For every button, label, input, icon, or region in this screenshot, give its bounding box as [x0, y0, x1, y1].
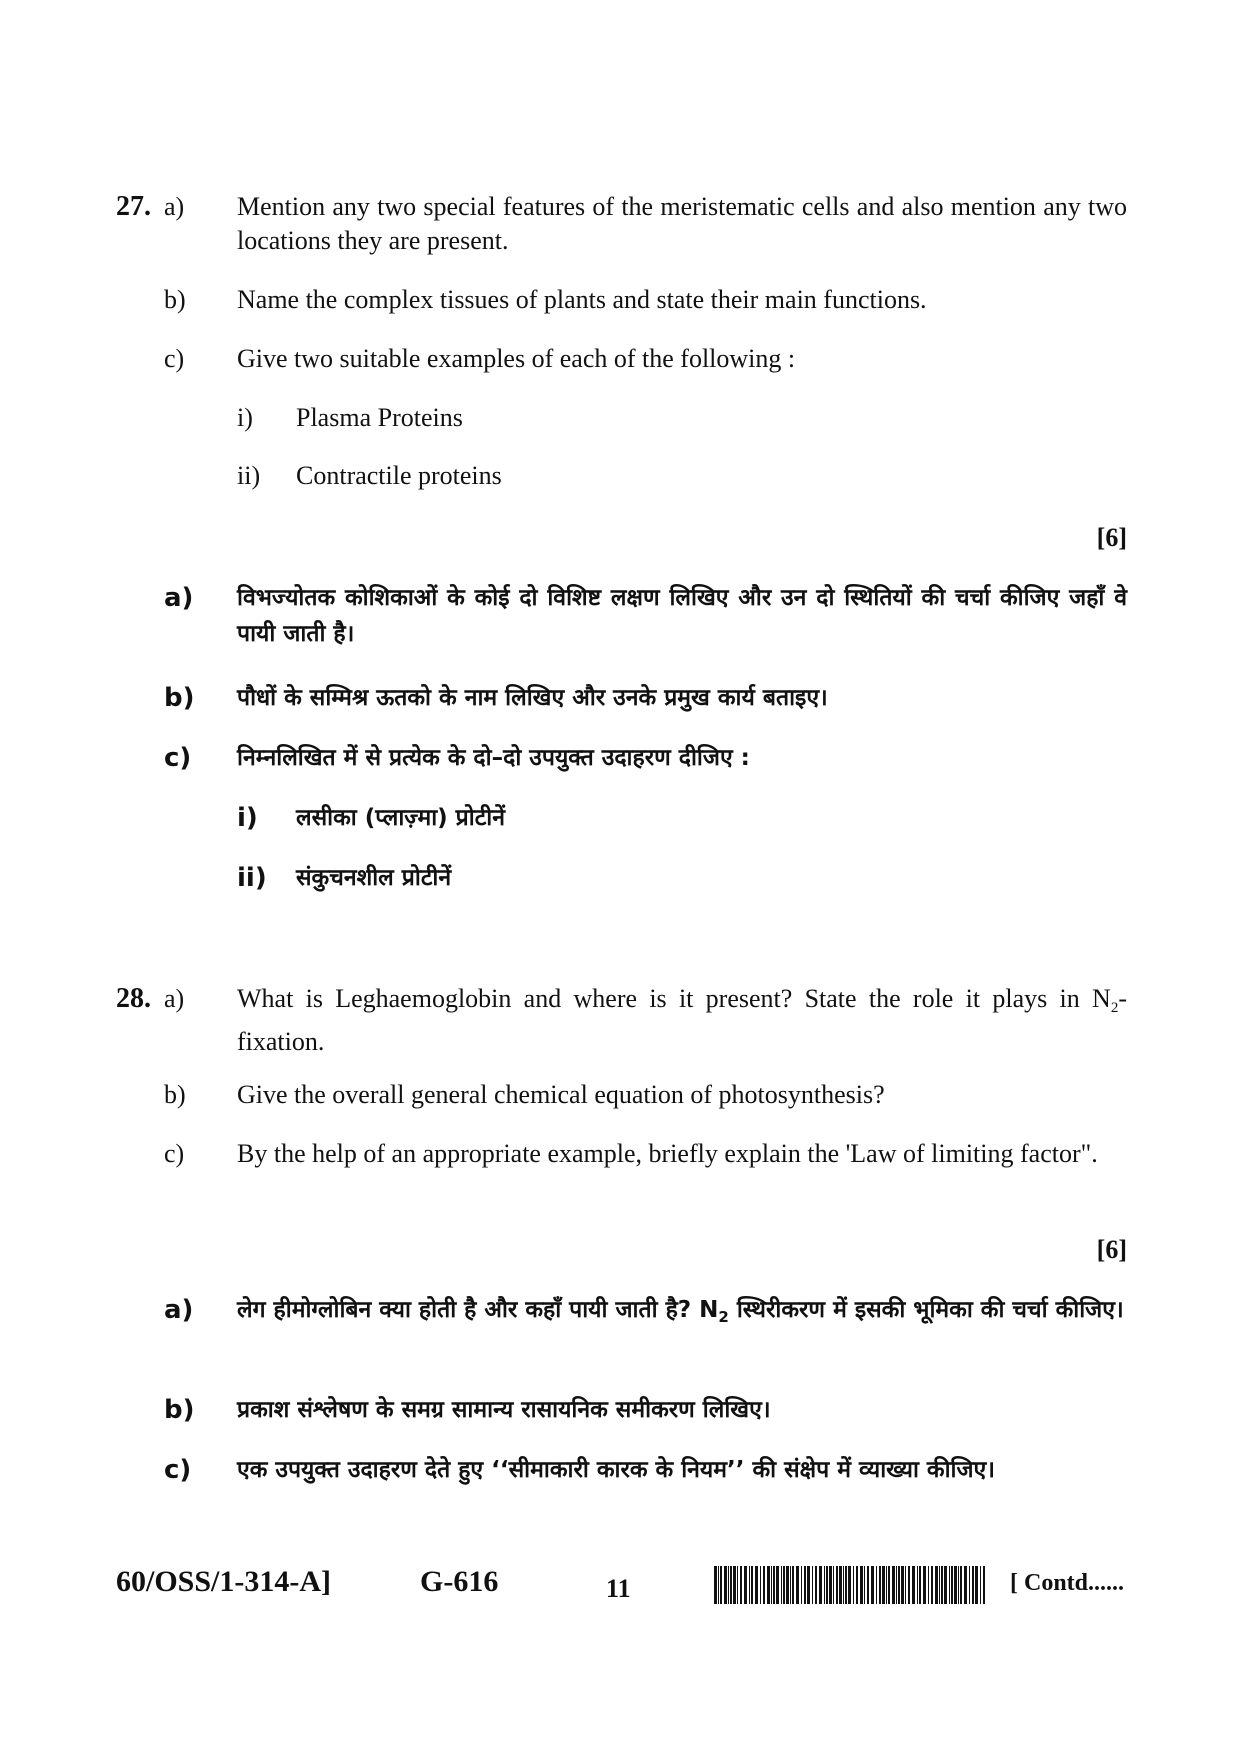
- question-number: 28.: [116, 983, 151, 1014]
- question-text-hindi: एक उपयुक्त उदाहरण देते हुए ‘‘सीमाकारी कारक के नियम’’ की संक्षेप में व्याख्या कीजिए।: [237, 1457, 995, 1483]
- paper-set: G-616: [420, 1565, 499, 1598]
- page-number: 11: [606, 1574, 631, 1603]
- subpart-text: Contractile proteins: [296, 461, 502, 490]
- question-text-hindi: पौधों के सम्मिश्र ऊतको के नाम लिखिए और उनके प्रमुख कार्य बताइए।: [237, 685, 828, 711]
- question-number: 27.: [116, 191, 151, 222]
- part-label: b): [164, 683, 195, 713]
- subpart-label: ii): [237, 461, 261, 490]
- subpart-label: i): [237, 403, 253, 432]
- question-text: Mention any two special features of the meristematic cells and also mention any two locations they are present.: [237, 192, 1127, 255]
- part-label: a): [164, 192, 185, 221]
- question-text-hindi: लेग हीमोग्लोबिन क्या होती है और कहाँ पायी जाती है? $N_2$ स्थिरीकरण में इसकी भूमिका की चर्चा कीजिए।: [237, 1297, 1124, 1326]
- marks: [6]: [1096, 523, 1127, 552]
- part-label: c): [164, 1455, 192, 1485]
- subscript: 2: [718, 1308, 729, 1326]
- part-label: a): [164, 1295, 194, 1325]
- continued-note: [ Contd......: [1010, 1570, 1125, 1596]
- barcode-icon: [714, 1566, 986, 1604]
- part-label: b): [164, 1080, 186, 1109]
- paper-code: 60/OSS/1-314-A]: [116, 1565, 332, 1598]
- subpart-label: i): [237, 803, 258, 833]
- question-text: By the help of an appropriate example, briefly explain the 'Law of limiting factor".: [237, 1139, 1098, 1168]
- part-label: a): [164, 984, 185, 1013]
- part-label: c): [164, 1139, 185, 1168]
- marks: [6]: [1096, 1235, 1127, 1264]
- subpart-text-hindi: संकुचनशील प्रोटीनें: [296, 865, 452, 891]
- subpart-label: ii): [237, 863, 267, 893]
- part-label: c): [164, 344, 185, 373]
- question-text: Name the complex tissues of plants and state their main functions.: [237, 285, 927, 314]
- part-label: a): [164, 583, 194, 613]
- question-text-hindi: निम्नलिखित में से प्रत्येक के दो–दो उपयुक्त उदाहरण दीजिए :: [237, 745, 750, 771]
- question-text-hindi: प्रकाश संश्लेषण के समग्र सामान्य रासायनिक समीकरण लिखिए।: [237, 1397, 771, 1423]
- part-label: b): [164, 285, 186, 314]
- subpart-text: Plasma Proteins: [296, 403, 463, 432]
- question-text-hindi: विभज्योतक कोशिकाओं के कोई दो विशिष्ट लक्षण लिखिए और उन दो स्थितियों की चर्चा कीजिए जहाँ वे पायी जाती है।: [237, 585, 1127, 647]
- question-text: Give the overall general chemical equation of photosynthesis?: [237, 1080, 885, 1109]
- question-text: Give two suitable examples of each of the following :: [237, 344, 796, 373]
- part-label: c): [164, 743, 192, 773]
- question-text: What is Leghaemoglobin and where is it present? State the role it plays in $N_2$-fixation.: [237, 984, 1127, 1056]
- subscript: 2: [1110, 1000, 1119, 1016]
- subpart-text-hindi: लसीका (प्लाज़्मा) प्रोटीनें: [296, 805, 506, 831]
- part-label: b): [164, 1395, 195, 1425]
